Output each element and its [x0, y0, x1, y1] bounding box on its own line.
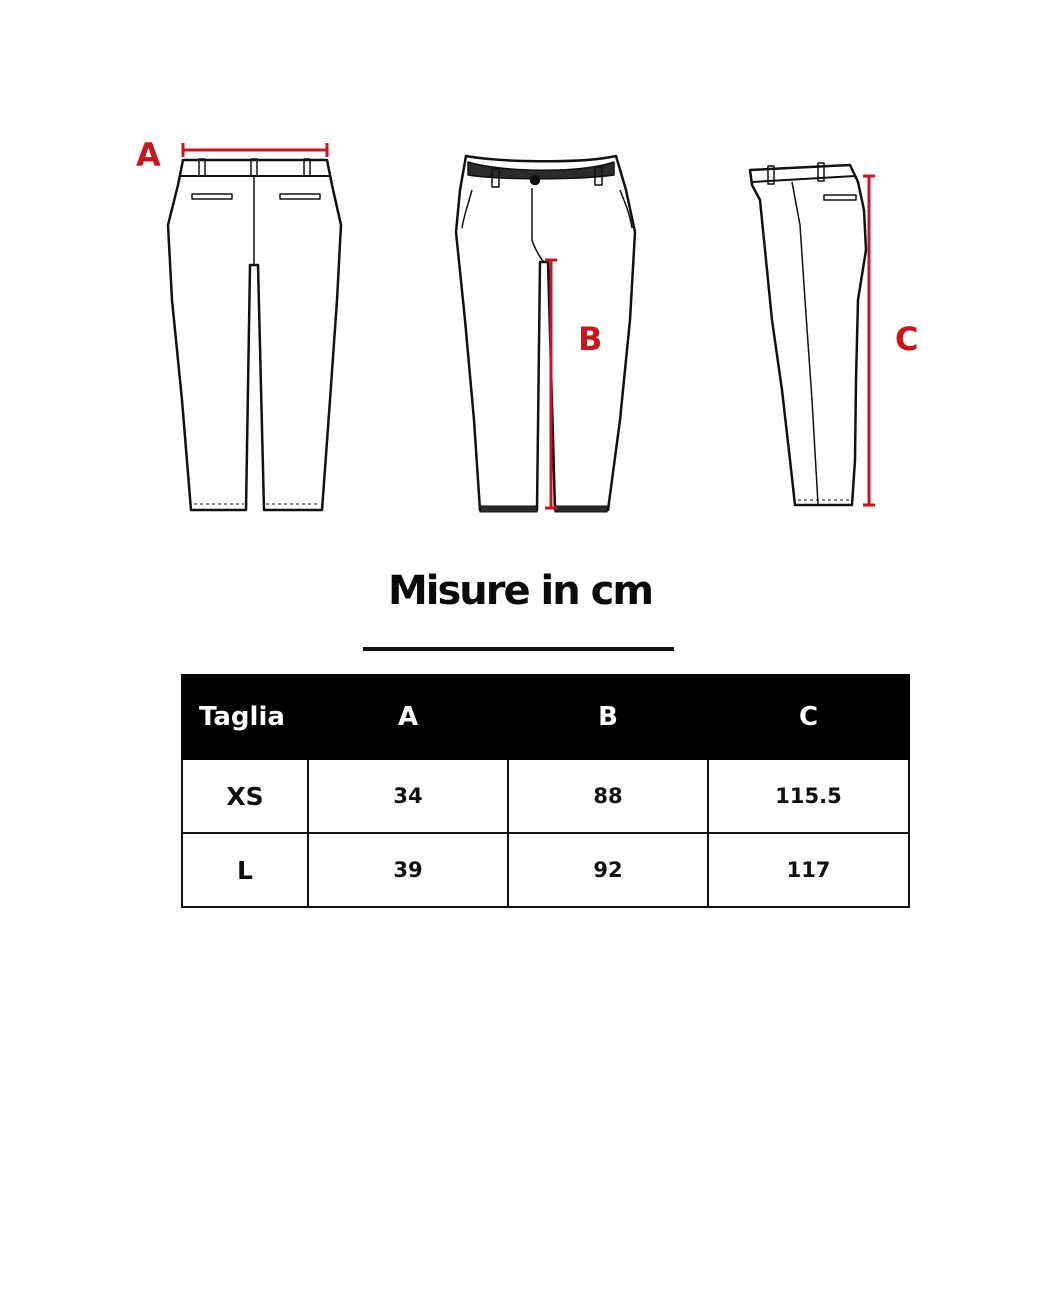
title-divider [363, 647, 674, 651]
value-cell-a: 34 [308, 759, 508, 833]
size-table [181, 674, 910, 908]
table-row [182, 759, 909, 833]
header-taglia: Taglia [182, 675, 308, 759]
value-cell-b: 92 [508, 833, 708, 907]
side-view-trousers [750, 163, 866, 505]
value-cell-b: 88 [508, 759, 708, 833]
table-row [182, 833, 909, 907]
table-header-row [182, 675, 909, 759]
measure-b-label: B [578, 320, 603, 358]
header-c: C [708, 675, 909, 759]
value-cell-c: 115.5 [708, 759, 909, 833]
measure-c-label: C [895, 320, 919, 358]
header-a: A [308, 675, 508, 759]
value-cell-a: 39 [308, 833, 508, 907]
size-cell: XS [182, 759, 308, 833]
header-b: B [508, 675, 708, 759]
back-view-trousers [168, 159, 341, 510]
measure-a-label: A [136, 136, 161, 174]
value-cell-c: 117 [708, 833, 909, 907]
page-title: Misure in cm [387, 568, 653, 614]
measure-b-line [545, 260, 557, 508]
size-cell: L [182, 833, 308, 907]
trousers-illustrations [0, 0, 1040, 540]
front-view-trousers [456, 156, 635, 512]
measure-a-line [183, 143, 327, 157]
